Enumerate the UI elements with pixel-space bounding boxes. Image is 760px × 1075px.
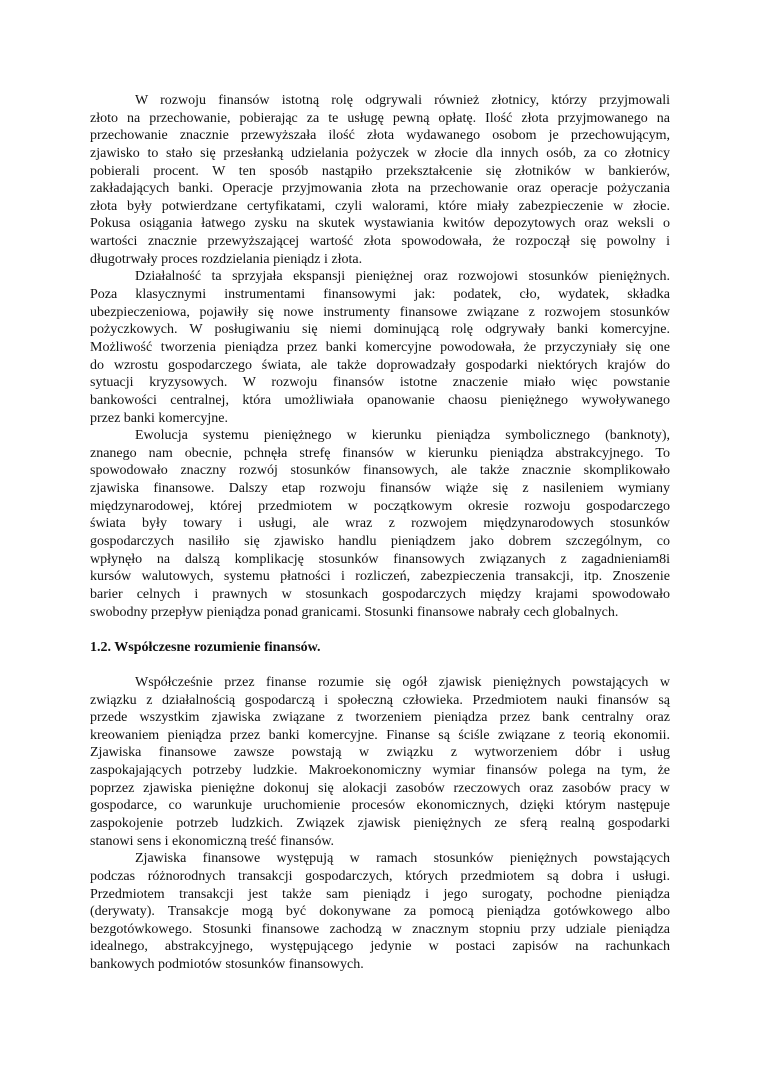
text-line: świata były towary i usługi, ale wraz z rozwojem międzynarodowych stosunków <box>90 516 670 532</box>
text-line: spowodowało znaczny rozwój stosunków finansowych, ale także znacznie skomplikowało <box>90 463 670 479</box>
text-line: Pokusa osiągania łatwego zysku na skutek wystawiania kwitów depozytowych oraz weksli o <box>90 216 670 232</box>
section-modern-finance <box>90 674 670 974</box>
text-line: Poza klasycznymi instrumentami finansowymi jak: podatek, cło, wydatek, składka <box>90 287 670 303</box>
text-line: barier celnych i prawnych w stosunkach gospodarczych między krajami spowodowało <box>90 586 670 602</box>
text-line: zakładających banki. Operacje przyjmowania złota na przechowanie oraz operacje pożyczania <box>90 181 670 197</box>
text-line: bezgotówkowego. Stosunki finansowe zachodzą w znacznym stopniu przy udziale pieniądza <box>90 921 670 937</box>
text-line: swobodny przepływ pieniądza ponad granicami. Stosunki finansowe nabrały cech globalnych. <box>90 604 619 620</box>
text-line: Możliwość tworzenia pieniądza przez banki komercyjne powodowała, że przyczyniały się one <box>90 339 670 355</box>
text-line: kursów walutowych, systemu płatności i rozliczeń, zabezpieczenia transakcji, itp. Znoszenie <box>90 569 670 585</box>
text-line: poprzez zjawiska pieniężne dokonuj się alokacji zasobów rzeczowych oraz zasobów pracy w <box>90 780 670 796</box>
text-line: Współcześnie przez finanse rozumie się ogół zjawisk pieniężnych powstających w <box>135 674 670 690</box>
section-heading: 1.2. Współczesne rozumienie finansów. <box>90 640 321 656</box>
text-line: do wzrostu gospodarczego świata, ale także doprowadzały gospodarki niektórych krajów do <box>90 357 670 373</box>
text-line: wpłynęło na dalszą komplikację stosunków finansowych związanych z zagadnieniam8i <box>90 551 670 567</box>
text-line: zaspokajających potrzeby ludzkie. Makroekonomiczny wymiar finansów polega na tym, że <box>90 763 670 779</box>
text-line: zaspokojenie potrzeb ludzkich. Związek zjawisk pieniężnych ze sferą realną gospodarki <box>90 815 670 831</box>
text-line: bankowości centralnej, która umożliwiała opanowanie chaosu pieniężnego wywoływanego <box>90 392 670 408</box>
text-line: sytuacji kryzysowych. W rozwoju finansów istotne znaczenie miało więc powstanie <box>90 375 670 391</box>
text-line: Zjawiska finansowe występują w ramach stosunków pieniężnych powstających <box>135 851 670 867</box>
text-line: długotrwały proces rozdzielania pieniądz i złota. <box>90 251 363 267</box>
text-line: Działalność ta sprzyjała ekspansji pieniężnej oraz rozwojowi stosunków pieniężnych. <box>135 269 670 285</box>
text-line: zjawisko to stało się przesłanką udzielania pożyczek w złocie dla innych osób, za co złotnicy <box>90 145 670 161</box>
text-line: idealnego, abstrakcyjnego, występującego jedynie w postaci zapisów na rachunkach <box>90 939 670 955</box>
paragraph <box>90 268 670 427</box>
text-line: W rozwoju finansów istotną rolę odgrywali również złotnicy, którzy przyjmowali <box>135 93 670 108</box>
text-line: wartości znacznie przewyższającej wartość złota spowodowała, że rozpoczął się powolny i <box>90 234 670 250</box>
text-line: międzynarodowej, której przedmiotem w początkowym okresie rozwoju gospodarczego <box>90 498 670 514</box>
text-line: Zjawiska finansowe zawsze powstają w związku z wytworzeniem dóbr i usług <box>90 745 670 761</box>
text-line: zjawiska finansowe. Dalszy etap rozwoju finansów wiąże się z nasileniem wymiany <box>90 481 670 497</box>
text-line: Ewolucja systemu pieniężnego w kierunku pieniądza symbolicznego (banknoty), <box>135 428 670 444</box>
text-line: (derywaty). Transakcje mogą być dokonywane za pomocą pieniądza gotówkowego albo <box>90 904 670 920</box>
paragraph <box>90 92 670 268</box>
section-intro <box>90 92 670 621</box>
text-line: Przedmiotem transakcji jest także sam pieniądz i jego surogaty, pochodne pieniądza <box>90 886 670 902</box>
paragraph <box>90 850 670 973</box>
paragraph <box>90 674 670 850</box>
text-line: bankowych podmiotów stosunków finansowych. <box>90 957 364 973</box>
text-line: gospodarczych nasiliło się zjawisko handlu pieniądzem jako dobrem szczególnym, co <box>90 534 670 550</box>
text-line: związku z działalnością gospodarczą i społeczną człowieka. Przedmiotem nauki finansów są <box>90 692 670 708</box>
document-body <box>90 92 670 974</box>
text-line: kreowaniem pieniądza przez banki komercyjne. Finanse są ściśle związane z teorią ekonomii. <box>90 727 670 743</box>
text-line: przez banki komercyjne. <box>90 410 228 426</box>
text-line: stanowi sens i ekonomiczną treść finansów. <box>90 833 335 849</box>
text-line: pożyczkowych. W posługiwaniu się niemi dominującą rolę odgrywały banki komercyjne. <box>90 322 670 338</box>
text-line: podczas różnorodnych transakcji gospodarczych, których przedmiotem są dobra i usługi. <box>90 868 670 884</box>
text-line: przede wszystkim zjawiska związane z tworzeniem pieniądza przez bank centralny oraz <box>90 710 670 726</box>
text-line: ubezpieczeniowa, pojawiły się nowe instrumenty finansowe związane z rozwojem stosunków <box>90 304 670 320</box>
text-line: znanego nam obecnie, pchnęła strefę finansów w kierunku pieniądza abstrakcyjnego. To <box>90 445 670 461</box>
paragraph <box>90 427 670 621</box>
text-line: pobierali procent. W ten sposób nastąpiło przekształcenie się złotników w bankierów, <box>90 163 670 179</box>
text-line: przechowanie znacznie przewyższała ilość złota wydawanego osobom je przechowującym, <box>90 128 670 144</box>
text-line: złota były potwierdzane certyfikatami, czyli walorami, które miały zabezpieczenie w złocie. <box>90 198 670 214</box>
text-line: gospodarce, co warunkuje uruchomienie procesów ekonomicznych, dzięki którym następuje <box>90 798 670 814</box>
text-line: złoto na przechowanie, pobierając za te usługę pewną opłatę. Ilość złota przyjmowanego na <box>90 110 670 126</box>
